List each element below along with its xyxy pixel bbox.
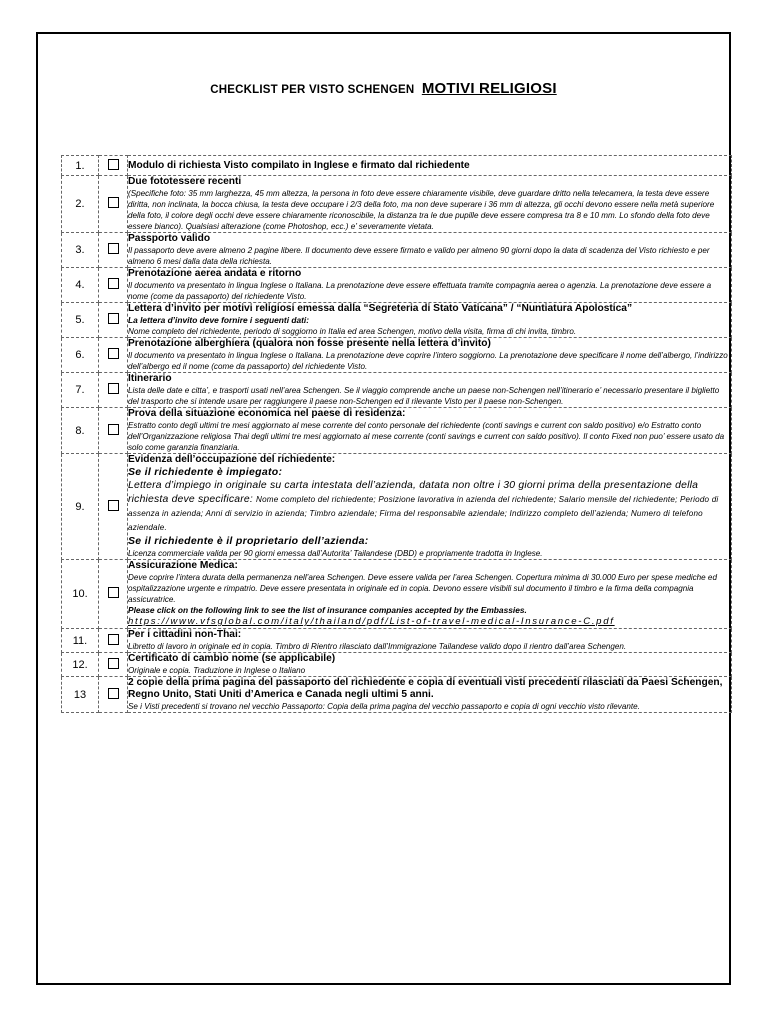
employment-letter-text: Lettera d’impiego in originale su carta intestata dell’azienda, datata non oltre i 30 giorni prima della presentazione della richiesta deve specificare: xyxy=(128,480,699,505)
checklist-row xyxy=(62,156,732,176)
checkbox[interactable] xyxy=(108,278,119,289)
item-subheading: La lettera d’invito deve fornire i seguenti dati: xyxy=(128,315,310,325)
checklist-row xyxy=(62,338,732,373)
checklist-row xyxy=(62,233,732,268)
item-number: 2. xyxy=(62,176,99,233)
page-title xyxy=(36,80,731,97)
item-detail: Estratto conto degli ultimi tre mesi aggiornato al mese corrente del conto personale del richiedente (conti savings e current con saldo positivo) e/o Estratto conto dell’Organizzazione religiosa Thai degli ultimi tre mesi aggiornato al mese corrente (conti savings e current con saldo positivo). Il conto Fixed non puo’ essere usato da solo come garanzia finanziaria. xyxy=(128,421,725,452)
item-heading: Itinerario xyxy=(128,373,172,384)
title-main: MOTIVI RELIGIOSI xyxy=(421,80,557,97)
item-heading: Certificato di cambio nome (se applicabile) xyxy=(128,653,336,664)
item-number: 9. xyxy=(62,454,99,560)
checkbox[interactable] xyxy=(108,424,119,435)
checkbox[interactable] xyxy=(108,383,119,394)
item-detail: Lista delle date e citta’, e trasporti usati nell’area Schengen. Se il viaggio comprende anche un paese non-Schengen nell’itinerario e’ necessario presentare il biglietto del trasporto che si intende usare per raggiungere il paese non-Schengen ed il rilevante Visto per il paese non-Schengen. xyxy=(128,386,720,406)
checklist-row xyxy=(62,629,732,653)
item-heading: Passporto valido xyxy=(128,233,211,244)
checklist-row xyxy=(62,303,732,338)
insurance-list-link[interactable]: https://www.vfsglobal.com/italy/thailand/pdf/List-of-travel-medical-Insurance-C.pdf xyxy=(128,616,615,627)
item-detail: Nome completo del richiedente; Posizione lavorativa in azienda del richiedente; Salario mensile del richiedente; Periodo di assenza in azienda; Anni di servizio in azienda; Timbro aziendale; Firma del responsabile aziendale; Indirizzo completo dell’azienda; Numero di telefono aziendale. xyxy=(128,495,719,532)
item-heading: Lettera d’invito per motivi religiosi emessa dalla “Segreteria di Stato Vaticana” / “Nuntiatura Apolostica” xyxy=(128,303,633,314)
item-heading: Modulo di richiesta Visto compilato in Inglese e firmato dal richiedente xyxy=(128,159,470,171)
item-heading: Assicurazione Medica: xyxy=(128,560,238,571)
checklist-row xyxy=(62,560,732,629)
item-subheading: Please click on the following link to see the list of insurance companies accepted by the Embassies. xyxy=(128,605,527,615)
checklist-row xyxy=(62,653,732,677)
item-number: 7. xyxy=(62,373,99,408)
item-number: 13 xyxy=(62,677,99,713)
item-detail: Il documento va presentato in lingua Inglese o Italiana. La prenotazione deve coprire l’intero soggiorno. La prenotazione deve specificare il nome dell’albergo, l’indirizzo dell’albergo ed il nome (come da passaporto) del richiedente Visto. xyxy=(128,351,728,371)
checklist-row xyxy=(62,677,732,713)
checklist-table xyxy=(61,155,732,713)
checklist-row xyxy=(62,408,732,454)
checkbox[interactable] xyxy=(108,587,119,598)
item-number: 10. xyxy=(62,560,99,629)
checkbox[interactable] xyxy=(108,348,119,359)
item-detail: Originale e copia. Traduzione in Inglese o Italiano xyxy=(128,666,306,675)
item-heading: Per i cittadini non-Thai: xyxy=(128,629,242,640)
item-heading: Due fototessere recenti xyxy=(128,176,242,187)
checklist-row xyxy=(62,373,732,408)
checkbox[interactable] xyxy=(108,159,119,170)
checkbox[interactable] xyxy=(108,197,119,208)
checkbox[interactable] xyxy=(108,658,119,669)
title-prefix: CHECKLIST PER VISTO SCHENGEN xyxy=(210,84,415,96)
item-number: 8. xyxy=(62,408,99,454)
item-number: 12. xyxy=(62,653,99,677)
item-detail: Licenza commerciale valida per 90 giorni emessa dall’Autorita’ Tailandese (DBD) e propriamente tradotta in Inglese. xyxy=(128,549,543,558)
item-detail: Nome completo del richiedente, periodo di soggiorno in Italia ed area Schengen, motivo della visita, firma di chi invita, timbro. xyxy=(128,327,577,336)
item-number: 6. xyxy=(62,338,99,373)
item-detail: Il documento va presentato in lingua Inglese o Italiana. La prenotazione deve essere effettuata tramite compagnia aerea o agenzia. La prenotazione deve essere a nome (come da passaporto) del richiedente Visto. xyxy=(128,281,712,301)
item-detail: Se i Visti precedenti si trovano nel vecchio Passaporto: Copia della prima pagina del vecchio passaporto e copia di ogni vecchio visto rilevante. xyxy=(128,702,640,711)
item-detail: Deve coprire l’intera durata della permanenza nell’area Schengen. Deve essere valida per l’area Schengen. Copertura minima di 30.000 Euro per spese mediche ed ospitalizzazione urgente e rimpatrio. Deve essere presentata in originale ed in copia. Devono essere visibili sul documento il timbro e la firma della compagnia assicuratrice. xyxy=(128,573,717,604)
item-detail: Libretto di lavoro in originale ed in copia. Timbro di Rientro rilasciato dall’Immigrazione Tailandese valido dopo il rientro dall’area Schengen. xyxy=(128,642,627,651)
checkbox[interactable] xyxy=(108,313,119,324)
checklist-row xyxy=(62,454,732,560)
item-number: 5. xyxy=(62,303,99,338)
item-number: 4. xyxy=(62,268,99,303)
item-heading: Prenotazione alberghiera (qualora non fosse presente nella lettera d’invito) xyxy=(128,338,491,349)
item-subheading: Se il richiedente è impiegato: xyxy=(128,466,283,478)
item-heading: 2 copie della prima pagina del passaporto del richiedente e copia di eventuali visti precedenti rilasciati da Paesi Schengen, Regno Unito, Stati Uniti d’America e Canada negli ultimi 5 anni. xyxy=(128,677,723,700)
item-heading: Evidenza dell’occupazione del richiedente: xyxy=(128,454,336,465)
checkbox[interactable] xyxy=(108,243,119,254)
item-number: 3. xyxy=(62,233,99,268)
item-number: 11. xyxy=(62,629,99,653)
item-heading: Prenotazione aerea andata e ritorno xyxy=(128,268,302,279)
checkbox[interactable] xyxy=(108,688,119,699)
item-subheading: Se il richiedente è il proprietario dell’azienda: xyxy=(128,535,369,547)
item-detail: (Specifiche foto: 35 mm larghezza, 45 mm altezza, la persona in foto deve essere chiaramente visibile, deve guardare dritto nella telecamera, la testa deve essere diritta, non inclinata, la bocca chiusa, la testa deve occupare i 2/3 della foto, ma non deve superare i 36 mm di altezza, gli occhi devono essere nella metà superiore della foto, il colore degli occhi deve essere chiaramente riconoscibile, la distanza tra le due pupille deve essere compresa tra 8 e 10 mm. Lo sfondo della foto deve essere bianco). Qualsiasi alterazione (come Photoshop, ecc.) e’ severamente vietata. xyxy=(128,189,715,231)
item-number: 1. xyxy=(62,156,99,176)
checklist-row xyxy=(62,176,732,233)
item-detail: Il passaporto deve avere almeno 2 pagine libere. Il documento deve essere firmato e valido per almeno 90 giorni dopo la data di scadenza del Visto richiesto e per almeno 6 mesi dalla data della richiesta. xyxy=(128,246,710,266)
item-heading: Prova della situazione economica nel paese di residenza: xyxy=(128,408,406,419)
checkbox[interactable] xyxy=(108,500,119,511)
checkbox[interactable] xyxy=(108,634,119,645)
checklist-row xyxy=(62,268,732,303)
